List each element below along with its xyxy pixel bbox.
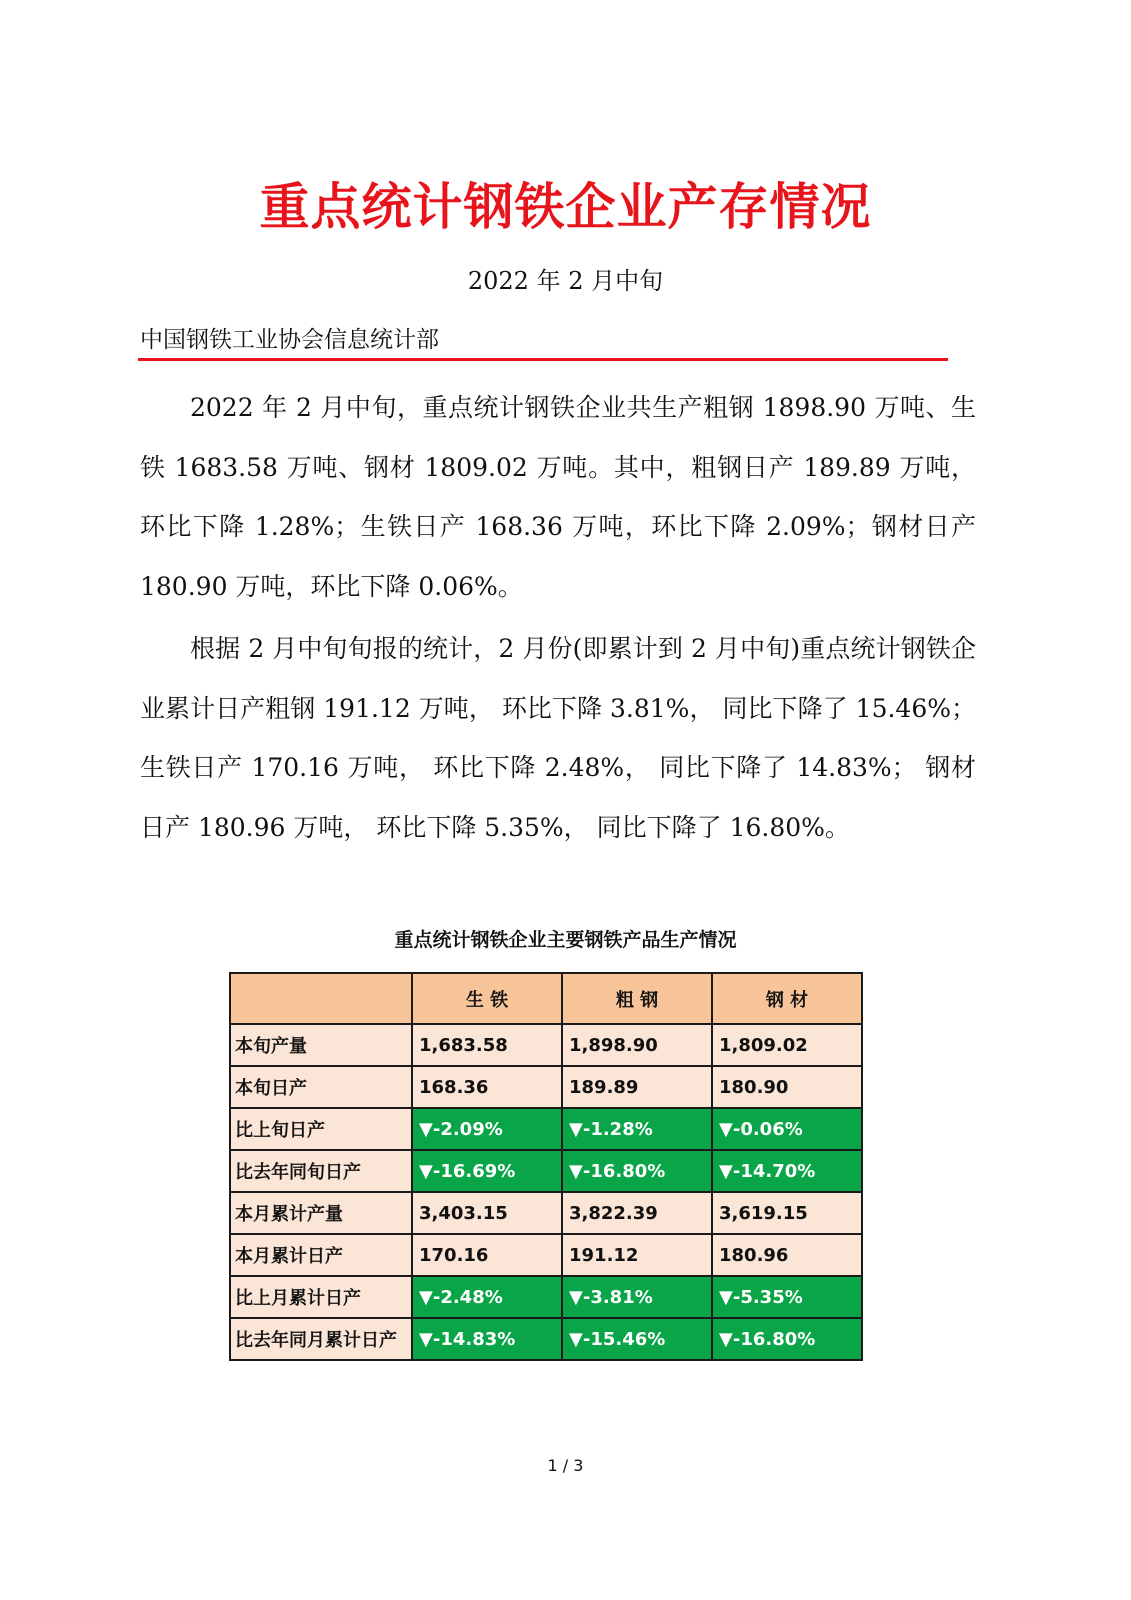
- table-cell: 170.16: [412, 1234, 562, 1276]
- row-label: 比上月累计日产: [230, 1276, 412, 1318]
- table-row: [230, 1234, 862, 1276]
- row-label: 本月累计日产: [230, 1234, 412, 1276]
- table-cell: 180.96: [712, 1234, 862, 1276]
- paragraph-monthly-summary: 根据 2 月中旬旬报的统计，2 月份(即累计到 2 月中旬)重点统计钢铁企业累计日产粗钢 191.12 万吨， 环比下降 3.81%， 同比下降了 15.46%； 生铁日产 170.16 万吨， 环比下降 2.48%， 同比下降了 14.83%； 钢材日产 180.96 万吨， 环比下降 5.35%， 同比下降了 16.80%。: [140, 634, 976, 842]
- header-corner: [230, 973, 412, 1024]
- report-date: 2022 年 2 月中旬: [467, 267, 664, 295]
- table-cell: 1,898.90: [562, 1024, 712, 1066]
- row-label: 本旬产量: [230, 1024, 412, 1066]
- paragraph-period-summary: 2022 年 2 月中旬，重点统计钢铁企业共生产粗钢 1898.90 万吨、生铁 1683.58 万吨、钢材 1809.02 万吨。其中，粗钢日产 189.89 万吨，环比下降 1.28%；生铁日产 168.36 万吨，环比下降 2.09%；钢材日产 180.90 万吨，环比下降 0.06%。: [140, 393, 976, 601]
- header-pig-iron: 生 铁: [412, 973, 562, 1024]
- row-label: 比去年同月累计日产: [230, 1318, 412, 1360]
- table-cell-decline: ▼-15.46%: [562, 1318, 712, 1360]
- red-divider: [138, 358, 948, 361]
- row-label: 本旬日产: [230, 1066, 412, 1108]
- table-cell: 189.89: [562, 1066, 712, 1108]
- table-cell: 1,683.58: [412, 1024, 562, 1066]
- table-cell: 1,809.02: [712, 1024, 862, 1066]
- table-cell-decline: ▼-16.69%: [412, 1150, 562, 1192]
- table-cell: 180.90: [712, 1066, 862, 1108]
- table-cell: 3,403.15: [412, 1192, 562, 1234]
- table-cell: 168.36: [412, 1066, 562, 1108]
- row-label: 比上旬日产: [230, 1108, 412, 1150]
- page-number: 1 / 3: [547, 1456, 584, 1475]
- table-cell-decline: ▼-14.83%: [412, 1318, 562, 1360]
- table-row: [230, 1318, 862, 1360]
- table-header-row: [230, 973, 862, 1024]
- table-cell-decline: ▼-5.35%: [712, 1276, 862, 1318]
- table-cell-decline: ▼-1.28%: [562, 1108, 712, 1150]
- production-table: [229, 972, 863, 1361]
- table-cell-decline: ▼-3.81%: [562, 1276, 712, 1318]
- table-row: [230, 1066, 862, 1108]
- table-row: [230, 1150, 862, 1192]
- table-row: [230, 1108, 862, 1150]
- table-cell-decline: ▼-2.09%: [412, 1108, 562, 1150]
- document-title: 重点统计钢铁企业产存情况: [259, 178, 872, 236]
- table-cell-decline: ▼-0.06%: [712, 1108, 862, 1150]
- table-cell-decline: ▼-14.70%: [712, 1150, 862, 1192]
- table-cell-decline: ▼-2.48%: [412, 1276, 562, 1318]
- table-cell: 191.12: [562, 1234, 712, 1276]
- row-label: 比去年同旬日产: [230, 1150, 412, 1192]
- table-cell-decline: ▼-16.80%: [712, 1318, 862, 1360]
- table-cell: 3,619.15: [712, 1192, 862, 1234]
- table-row: [230, 1192, 862, 1234]
- table-cell-decline: ▼-16.80%: [562, 1150, 712, 1192]
- table-cell: 3,822.39: [562, 1192, 712, 1234]
- row-label: 本月累计产量: [230, 1192, 412, 1234]
- table-title: 重点统计钢铁企业主要钢铁产品生产情况: [394, 929, 737, 951]
- table-row: [230, 1024, 862, 1066]
- header-steel-products: 钢 材: [712, 973, 862, 1024]
- department-name: 中国钢铁工业协会信息统计部: [140, 327, 439, 353]
- header-crude-steel: 粗 钢: [562, 973, 712, 1024]
- table-row: [230, 1276, 862, 1318]
